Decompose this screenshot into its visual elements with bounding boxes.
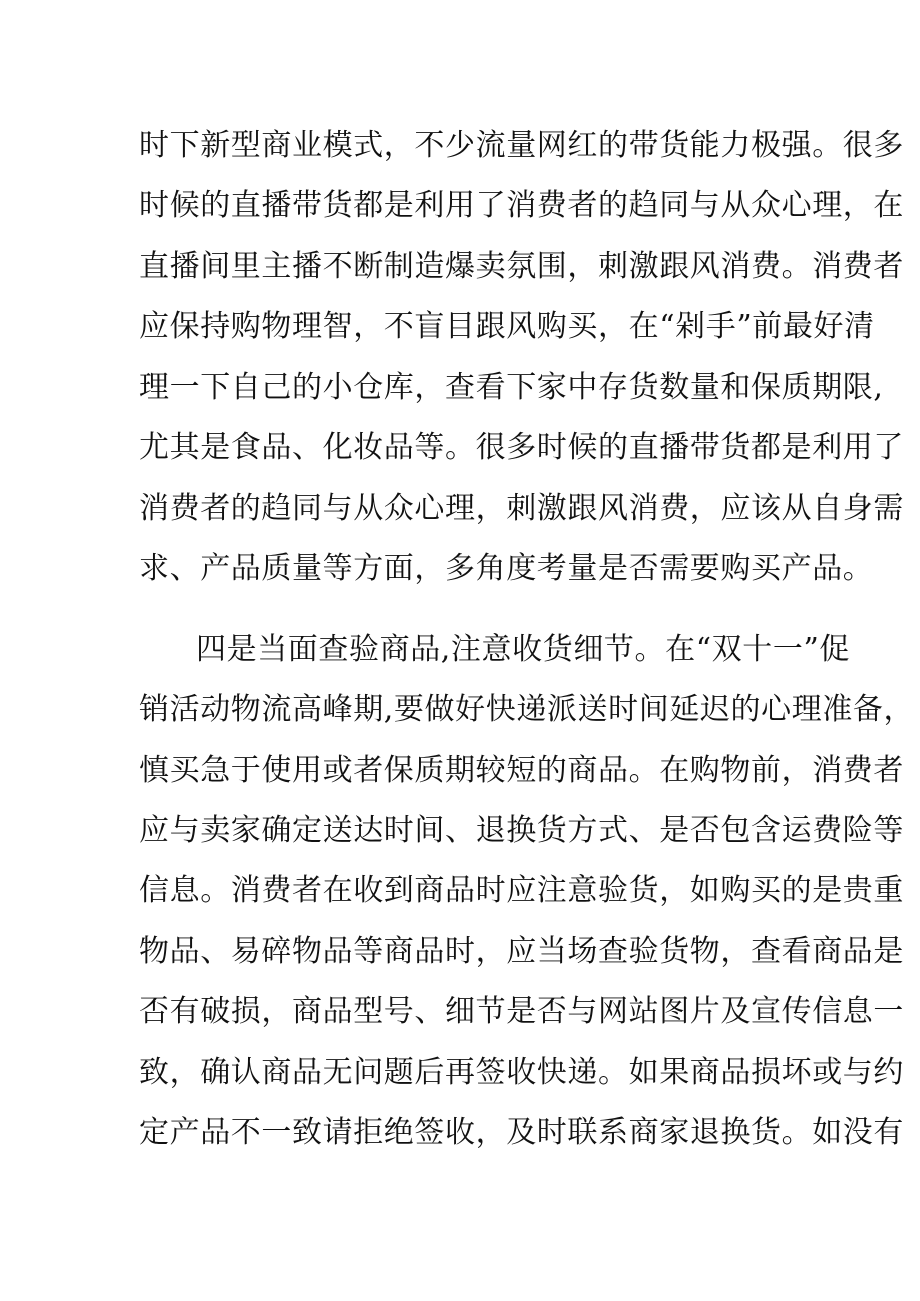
- text-line: 致，确认商品无问题后再签收快递。如果商品损坏或与约: [139, 1055, 904, 1090]
- text-line: 慎买急于使用或者保质期较短的商品。在购物前，消费者: [139, 753, 904, 788]
- text-line: 时下新型商业模式，不少流量网红的带货能力极强。很多: [139, 128, 904, 163]
- text-line: 物品、易碎物品等商品时，应当场查验货物，查看商品是: [139, 934, 904, 969]
- text-line: 求、产品质量等方面，多角度考量是否需要购买产品。: [139, 551, 874, 586]
- text-line: 直播间里主播不断制造爆卖氛围，刺激跟风消费。消费者: [139, 249, 904, 284]
- text-line: 四是当面查验商品,注意收货细节。在“双十一”促: [196, 632, 851, 667]
- text-line: 尤其是食品、化妆品等。很多时候的直播带货都是利用了: [139, 430, 904, 465]
- text-line: 定产品不一致请拒绝签收，及时联系商家退换货。如没有: [139, 1115, 904, 1150]
- text-line: 信息。消费者在收到商品时应注意验货，如购买的是贵重: [139, 873, 904, 908]
- text-line: 时候的直播带货都是利用了消费者的趋同与从众心理，在: [139, 188, 904, 223]
- text-line: 否有破损，商品型号、细节是否与网站图片及宣传信息一: [139, 994, 904, 1029]
- text-line: 应与卖家确定送达时间、退换货方式、是否包含运费险等: [139, 813, 904, 848]
- text-line: 应保持购物理智，不盲目跟风购买，在“剁手”前最好清: [139, 309, 875, 344]
- text-line: 理一下自己的小仓库，查看下家中存货数量和保质期限,: [139, 370, 884, 405]
- text-line: 销活动物流高峰期,要做好快递派送时间延迟的心理准备，: [139, 692, 915, 727]
- text-line: 消费者的趋同与从众心理，刺激跟风消费，应该从自身需: [139, 491, 904, 526]
